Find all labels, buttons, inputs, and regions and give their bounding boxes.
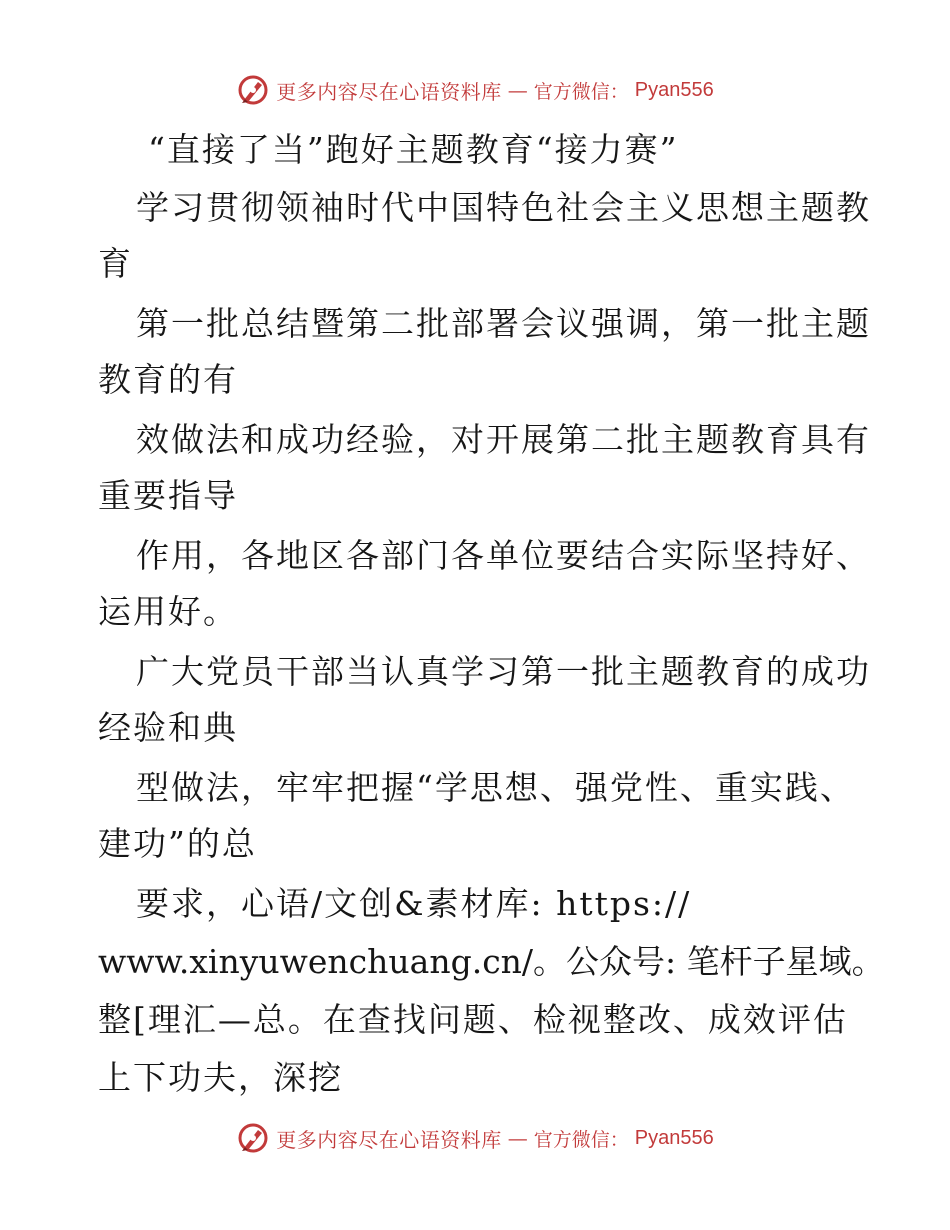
footer-banner-inner <box>236 1121 713 1155</box>
header-banner-label: 官方微信： <box>533 80 629 103</box>
header-banner <box>0 70 950 110</box>
pen-logo-icon <box>236 1121 270 1155</box>
paragraph-line: 型做法，牢牢把握“学思想、强党性、重实践、 <box>136 768 855 807</box>
paragraph-line: 作用，各地区各部门各单位要结合实际坚持好、 <box>136 536 871 575</box>
header-wechat-id: Pyan556 <box>634 78 714 101</box>
footer-wechat-id: Pyan556 <box>634 1126 714 1149</box>
pen-logo-icon <box>236 73 270 107</box>
paragraph-line: 建功”的总 <box>98 824 257 863</box>
header-banner-inner <box>236 73 713 107</box>
paragraph-line: 广大党员干部当认真学习第一批主题教育的成功 <box>136 652 871 691</box>
document-title: “直接了当”跑好主题教育“接力赛” <box>148 130 679 169</box>
header-banner-text: 更多内容尽在心语资料库 <box>276 79 502 104</box>
paragraph-line: 教育的有 <box>98 360 238 399</box>
paragraph-line: 整[理汇—总。在查找问题、检视整改、成效评估 <box>98 1000 848 1039</box>
header-banner-dash: — <box>507 78 528 102</box>
paragraph-line: 重要指导 <box>98 476 238 515</box>
paragraph-line: www.xinyuwenchuang.cn/。公众号: 笔杆子星域。 <box>98 942 885 981</box>
paragraph-line: 上下功夫，深挖 <box>98 1058 343 1097</box>
paragraph-line: 经验和典 <box>98 708 238 747</box>
paragraph-line: 要求，心语/文创&素材库: https:// <box>136 884 692 923</box>
paragraph-line: 效做法和成功经验，对开展第二批主题教育具有 <box>136 420 871 459</box>
paragraph-line: 运用好。 <box>98 592 238 631</box>
paragraph-line: 学习贯彻领袖时代中国特色社会主义思想主题教 <box>136 188 871 227</box>
paragraph-line: 第一批总结暨第二批部署会议强调，第一批主题 <box>136 304 871 343</box>
footer-banner <box>0 1118 950 1158</box>
paragraph-line: 育 <box>98 244 133 283</box>
footer-banner-text: 更多内容尽在心语资料库 <box>276 1127 502 1152</box>
footer-banner-label: 官方微信： <box>533 1128 629 1151</box>
footer-banner-dash: — <box>507 1126 528 1150</box>
